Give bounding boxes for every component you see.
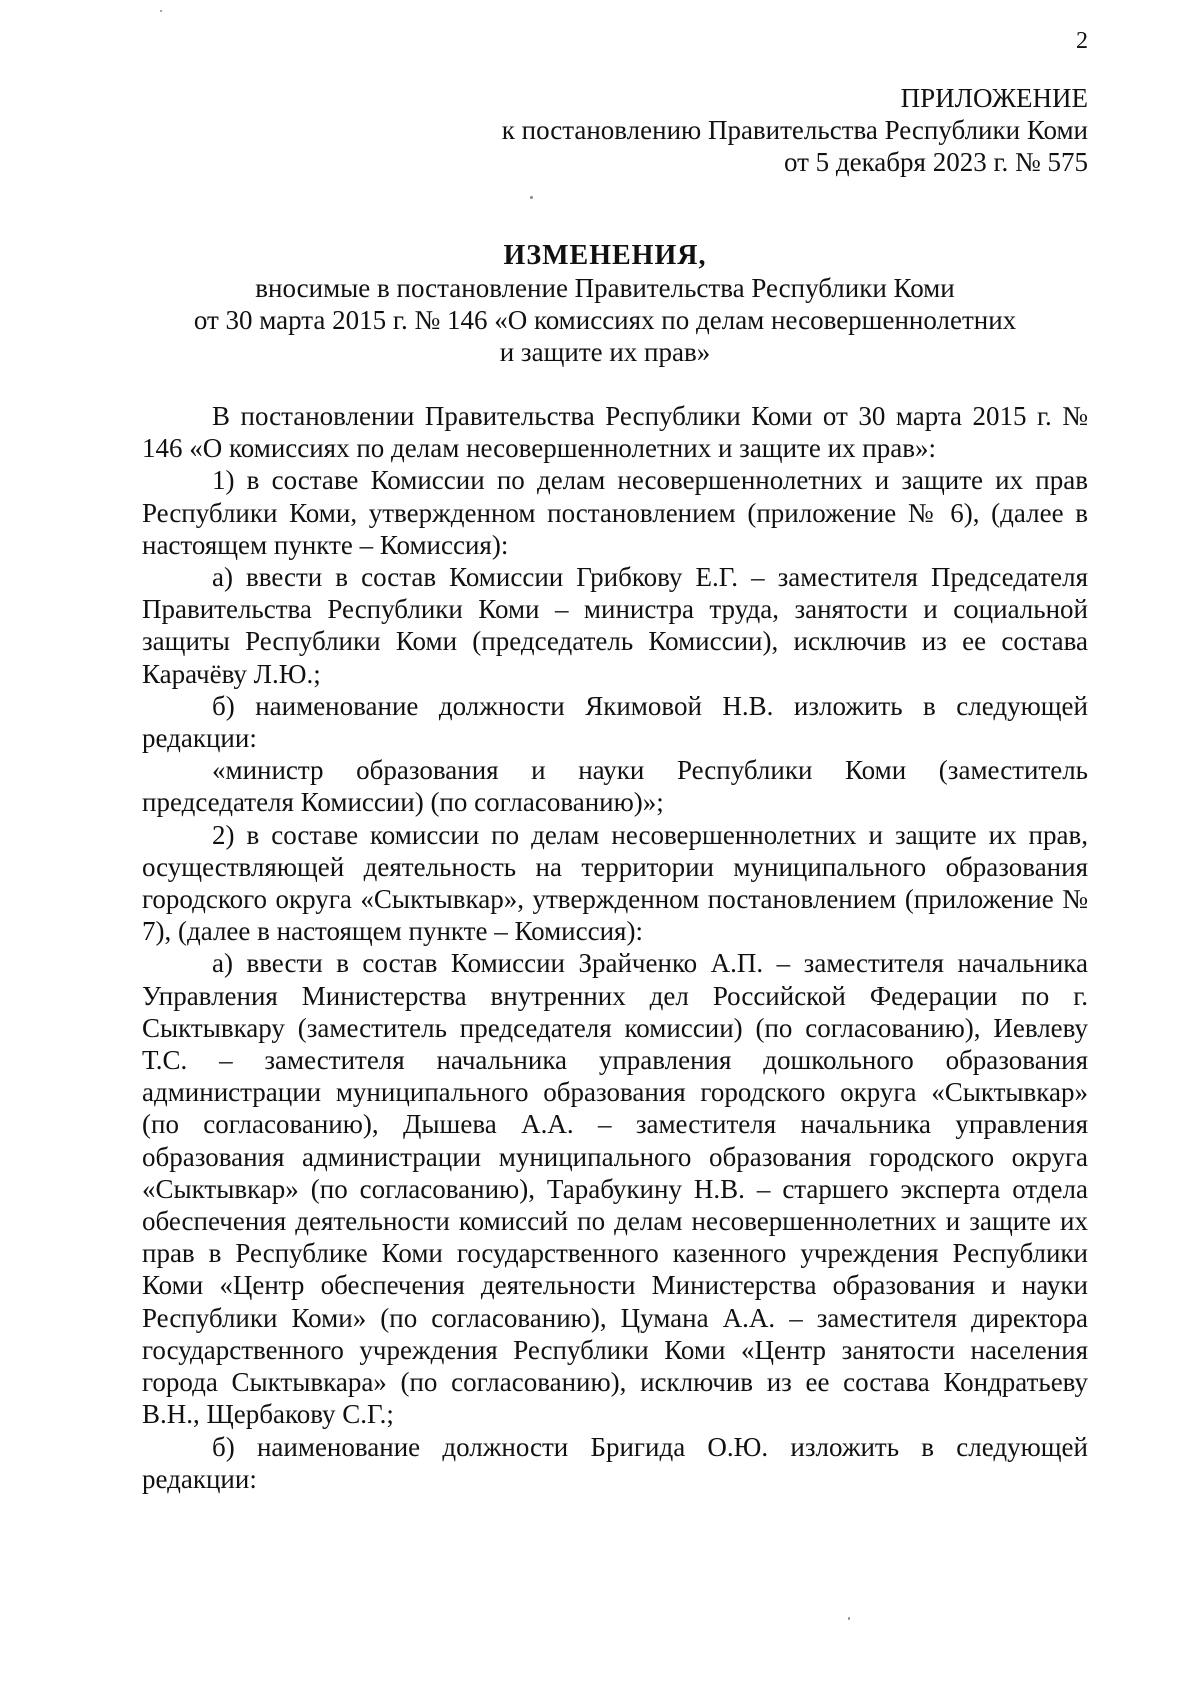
body-paragraph-intro: В постановлении Правительства Республики Коми от 30 марта 2015 г. № 146 «О комиссиях по делам несовершеннолетних и защите их прав»: [142,401,1088,464]
scan-artifact [848,1617,850,1620]
scan-artifact [530,196,533,199]
appendix-header [502,82,1088,178]
document-body [142,400,1088,1495]
appendix-label: ПРИЛОЖЕНИЕ [900,83,1088,113]
document-subtitle-line-3: и защите их прав» [499,337,711,367]
body-paragraph-item-1b: б) наименование должности Якимовой Н.В. изложить в следующей редакции: [142,690,1088,754]
appendix-date: от 5 декабря 2023 г. № 575 [783,147,1088,177]
body-paragraph-quote-1b: «министр образования и науки Республики Коми (заместитель председателя Комиссии) (по согласованию)»; [142,755,1088,818]
body-paragraph-item-2a: а) ввести в состав Комиссии Зрайченко А.П. – заместителя начальника Управления Министерства внутренних дел Российской Федерации по г. Сыктывкару (заместитель председателя комиссии) (по согласованию), Иевлеву Т.С. – заместителя начальника управления дошкольного образования администрации муниципального образования городского округа «Сыктывкар» (по согласованию), Дышева А.А. – заместителя начальника управления образования администрации муниципального образования городского округа «Сыктывкар» (по согласованию), Тарабукину Н.В. – старшего эксперта отдела обеспечения деятельности комиссий по делам несовершеннолетних и защите их прав в Республике Коми государственного казенного учреждения Республики Коми «Центр обеспечения деятельности Министерства образования и науки Республики Коми» (по согласованию), Цумана А.А. – заместителя директора государственного учреждения Республики Коми «Центр занятости населения города Сыктывкара» (по согласованию), исключив из ее состава Кондратьеву В.Н., Щербакову С.Г.; [142,948,1088,1430]
title-block [120,240,1090,368]
body-paragraph-item-1a: а) ввести в состав Комиссии Грибкову Е.Г. – заместителя Председателя Правительства Республики Коми – министра труда, занятости и социальной защиты Республики Коми (председатель Комиссии), исключив из ее состава Карачёву Л.Ю.; [142,562,1088,689]
appendix-reference: к постановлению Правительства Республики Коми [501,115,1088,145]
page-number: 2 [1076,28,1088,54]
body-paragraph-item-1: 1) в составе Комиссии по делам несовершеннолетних и защите их прав Республики Коми, утвержденном постановлением (приложение № 6), (далее в настоящем пункте – Комиссия): [142,465,1088,560]
document-subtitle-line-1: вносимые в постановление Правительства Республики Коми [255,273,955,303]
scan-artifact [160,10,162,12]
body-paragraph-item-2b: б) наименование должности Бригида О.Ю. изложить в следующей редакции: [142,1431,1088,1494]
document-subtitle-line-2: от 30 марта 2015 г. № 146 «О комиссиях по делам несовершеннолетних [193,305,1017,335]
document-title: ИЗМЕНЕНИЯ, [503,240,707,271]
body-paragraph-item-2: 2) в составе комиссии по делам несовершеннолетних и защите их прав, осуществляющей деятельность на территории муниципального образования городского округа «Сыктывкар», утвержденном постановлением (приложение № 7), (далее в настоящем пункте – Комиссия): [142,819,1088,947]
